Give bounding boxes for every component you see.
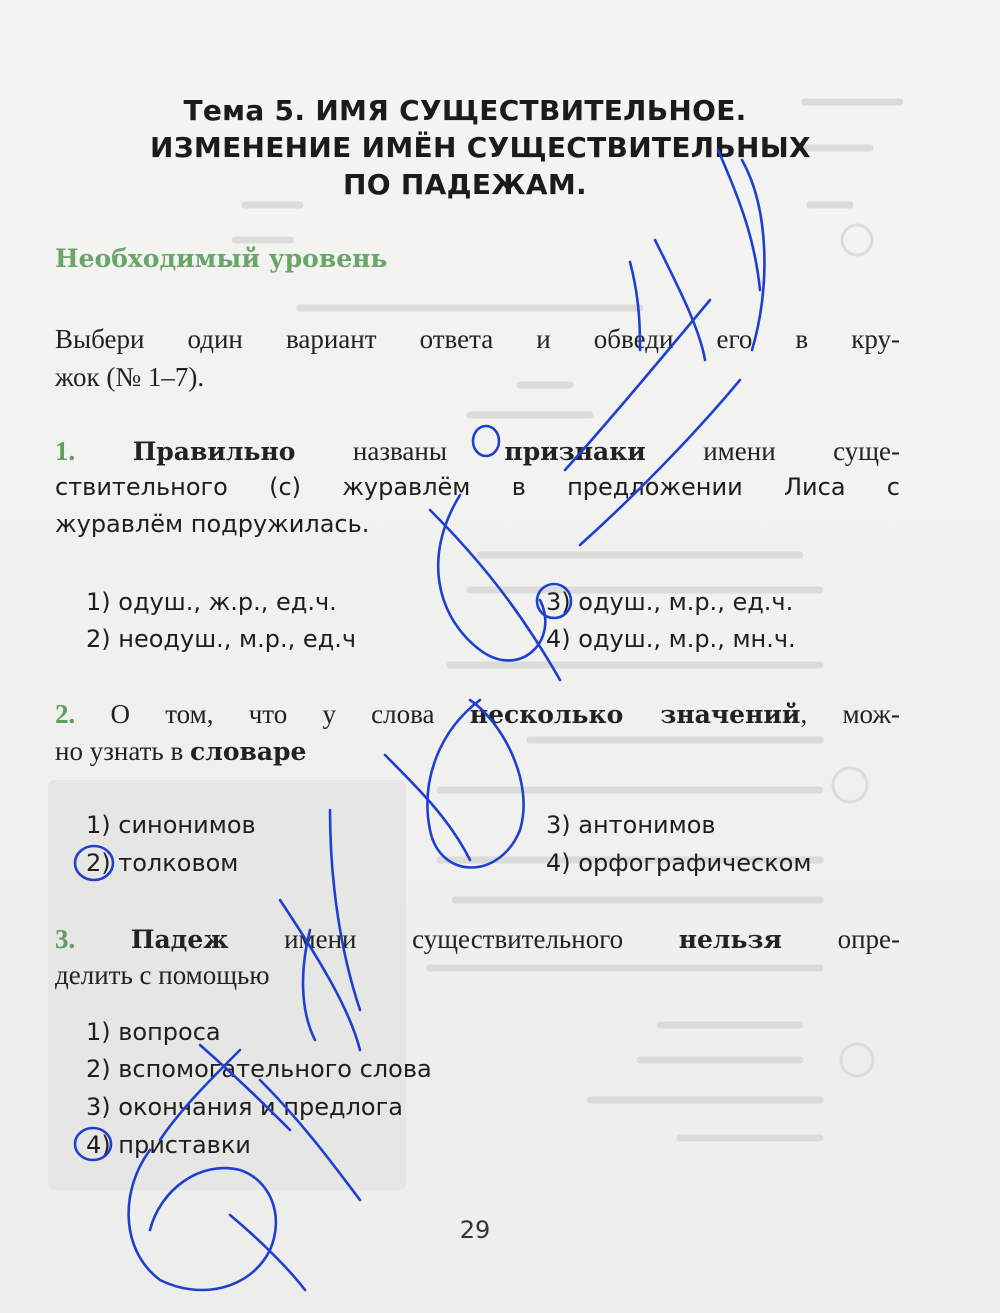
q3-bold-word-2: нельзя — [678, 925, 782, 954]
q3-option-4[interactable]: 4) приставки — [86, 1131, 251, 1159]
page-title — [150, 92, 811, 203]
q3-text: имени существительного — [284, 924, 624, 954]
q2-bold-word: словаре — [189, 737, 307, 766]
q2-bold-phrase: несколько значений — [469, 700, 801, 729]
title-line-3: ПО ПАДЕЖАМ. — [343, 168, 587, 201]
q2-option-1[interactable]: 1) синонимов — [86, 811, 256, 839]
scribble-stroke — [230, 1215, 305, 1290]
question-1-line-1 — [55, 432, 900, 471]
q3-option-1[interactable]: 1) вопроса — [86, 1018, 221, 1046]
q1-bold-word-2: признаки — [504, 437, 646, 466]
q1-word: названы — [352, 436, 447, 466]
q2-text-2: , мож- — [800, 699, 901, 729]
q3-option-3[interactable]: 3) окончания и предлога — [86, 1093, 403, 1121]
title-line-1: Тема 5. ИМЯ СУЩЕСТВИТЕЛЬНОЕ. — [183, 94, 747, 127]
question-1-number: 1. — [55, 436, 76, 466]
scribble-stroke — [430, 510, 560, 680]
q3-option-2[interactable]: 2) вспомогательного слова — [86, 1055, 432, 1083]
question-2-line-1 — [55, 695, 900, 734]
q1-word-2: имени — [703, 436, 776, 466]
question-2-line-2 — [55, 732, 306, 771]
q1-option-1[interactable]: 1) одуш., ж.р., ед.ч. — [86, 588, 337, 616]
question-1-line-3: журавлём подружилась. — [55, 510, 370, 538]
instruction-line-1: Выбери один вариант ответа и обведи его в кру- — [55, 324, 900, 354]
q2-option-3[interactable]: 3) антонимов — [546, 811, 716, 839]
q2-option-2[interactable]: 2) толковом — [86, 849, 239, 877]
q2-option-4[interactable]: 4) орфографическом — [546, 849, 812, 877]
q3-text-2: опре- — [837, 924, 900, 954]
question-3-line-2: делить с помощью — [55, 960, 270, 990]
q2-text: О том, что у слова — [110, 699, 435, 729]
q3-bold-word: Падеж — [130, 925, 229, 954]
q1-word-3: суще- — [833, 436, 900, 466]
page-number: 29 — [459, 1216, 491, 1244]
question-3-line-1 — [55, 920, 900, 959]
q2-text-3: но узнать в — [55, 736, 184, 766]
q1-option-3[interactable]: 3) одуш., м.р., ед.ч. — [546, 588, 794, 616]
q1-bold-word: Правильно — [132, 437, 296, 466]
scribble-stroke — [438, 495, 545, 660]
level-heading: Необходимый уровень — [55, 244, 388, 273]
title-line-2: ИЗМЕНЕНИЕ ИМЁН СУЩЕСТВИТЕЛЬНЫХ — [150, 131, 811, 164]
instruction-line-2: жок (№ 1–7). — [55, 362, 205, 392]
question-3-number: 3. — [55, 924, 76, 954]
question-2-number: 2. — [55, 699, 76, 729]
question-1-line-2: ствительного (с) журавлём в предложении Лиса с — [55, 473, 900, 501]
q1-option-2[interactable]: 2) неодуш., м.р., ед.ч — [86, 625, 357, 653]
q1-option-4[interactable]: 4) одуш., м.р., мн.ч. — [546, 625, 796, 653]
